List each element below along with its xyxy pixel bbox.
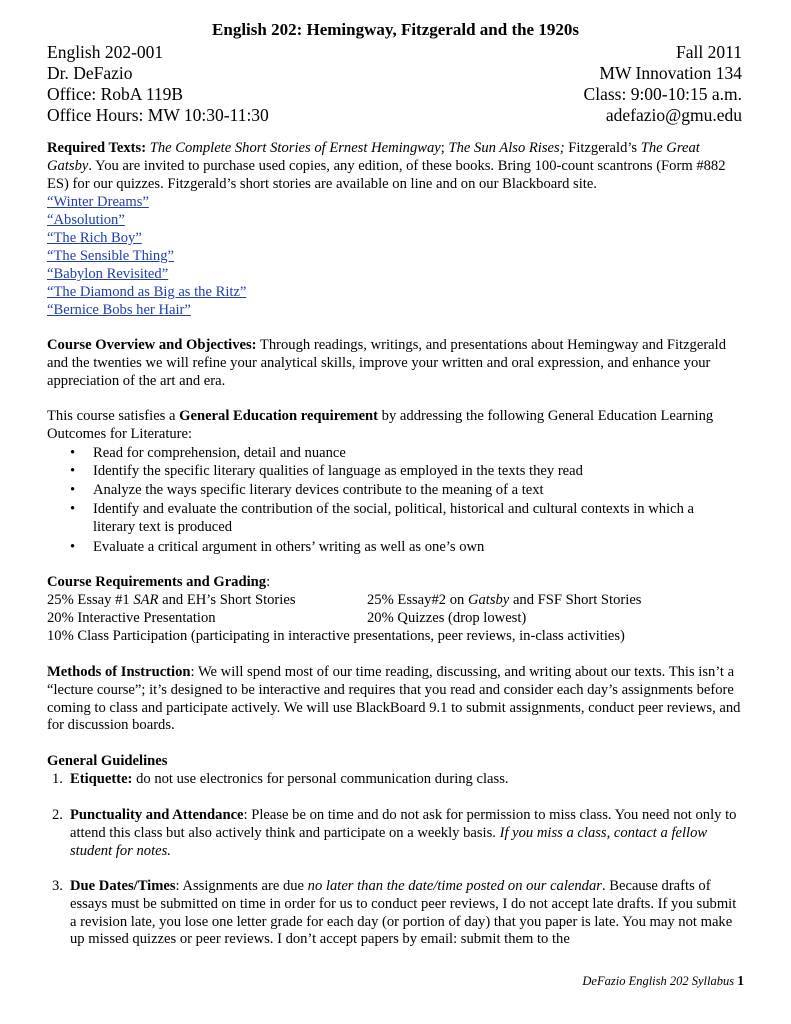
instructor-name: Dr. DeFazio (47, 63, 133, 83)
grade-text: and EH’s Short Stories (158, 592, 296, 608)
page-footer (582, 973, 744, 989)
methods-label: Methods of Instruction (47, 664, 191, 680)
header-row-instructor (47, 62, 742, 84)
grading-row (47, 592, 747, 610)
outcome-text: Read for comprehension, detail and nuance (93, 445, 346, 461)
gen-ed-pre: This course satisfies a (47, 408, 180, 424)
required-texts-paragraph (47, 140, 747, 193)
guideline-italic: no later than the date/time posted on our calendar (307, 878, 602, 894)
header-row-hours (47, 104, 742, 126)
outcome-text: Identify and evaluate the contribution of the social, political, historical and cultural contexts in which a literary text is produced (93, 501, 694, 535)
guidelines-heading (47, 753, 747, 771)
page-number: 1 (737, 973, 744, 988)
link-winter-dreams[interactable]: “Winter Dreams” (47, 194, 149, 210)
grading-row (47, 628, 747, 646)
grade-quizzes: 20% Quizzes (drop lowest) (367, 610, 527, 626)
semester: Fall 2011 (676, 42, 742, 62)
class-room: MW Innovation 134 (599, 63, 742, 83)
book-hemingway-stories: The Complete Short Stories of Ernest Hemingway (149, 140, 441, 156)
guideline-number: 3. (52, 878, 63, 894)
grade-participation: 10% Class Participation (participating in interactive presentations, peer reviews, in-class activities) (47, 628, 625, 644)
header-row-course (47, 41, 742, 63)
outcome-text: Evaluate a critical argument in others’ writing as well as one’s own (93, 539, 485, 555)
footer-text: DeFazio English 202 Syllabus (582, 974, 738, 988)
bullet-icon: • (70, 501, 76, 517)
outcome-text: Identify the specific literary qualities of language as employed in the texts they read (93, 463, 583, 479)
grade-essay-2 (367, 592, 641, 610)
bullet-icon: • (70, 463, 76, 479)
link-rich-boy[interactable]: “The Rich Boy” (47, 230, 142, 246)
class-time: Class: 9:00-10:15 a.m. (583, 84, 742, 104)
grading-label: Course Requirements and Grading (47, 574, 267, 590)
gen-ed-post: by addressing the following General Education Learning Outcomes for Literature: (47, 408, 714, 442)
fitzgerald-label: Fitzgerald’s (564, 140, 641, 156)
required-texts-label: Required Texts: (47, 140, 147, 156)
grade-italic: Gatsby (467, 592, 510, 608)
guideline-number: 1. (52, 771, 63, 787)
link-diamond-ritz[interactable]: “The Diamond as Big as the Ritz” (47, 284, 247, 300)
guideline-body: . Because drafts of essays must be submitted on time in order for us to conduct peer reviews, I do not accept late drafts. If you submit a revision late, you lose one letter grade for each day (or portion of day) that you paper is late. You may not make up missed quizzes or peer reviews. I don’t accept papers by email: submit them to the (70, 878, 737, 948)
bullet-icon: • (70, 539, 76, 555)
link-absolution[interactable]: “Absolution” (47, 212, 125, 228)
office-hours: Office Hours: MW 10:30-11:30 (47, 105, 269, 125)
header-row-office (47, 83, 742, 105)
guideline-body: do not use electronics for personal communication during class. (132, 771, 509, 787)
overview-paragraph (47, 337, 747, 390)
methods-text: : We will spend most of our time reading, discussing, and writing about our texts. This isn’t a “lecture course”; it’s designed to be interactive and requires that you read and consider each day’s assignments before coming to class and participate actively. We will use BlackBoard 9.1 to submit assignments, conduct peer reviews, and for discussion boards. (47, 664, 741, 734)
bullet-icon: • (70, 482, 76, 498)
gen-ed-paragraph (47, 408, 747, 444)
grade-text: and FSF Short Stories (509, 592, 642, 608)
guidelines-label: General Guidelines (47, 753, 168, 769)
grading-colon: : (266, 574, 271, 590)
grade-essay-1 (47, 592, 296, 608)
grading-heading (47, 574, 747, 592)
guideline-text (70, 878, 742, 949)
guideline-text (70, 807, 742, 860)
link-bernice-bobs[interactable]: “Bernice Bobs her Hair” (47, 302, 191, 318)
guideline-label: Due Dates/Times (70, 878, 176, 894)
course-number: English 202-001 (47, 42, 164, 62)
outcome-text: Analyze the ways specific literary devices contribute to the meaning of a text (93, 482, 544, 498)
page-title: English 202: Hemingway, Fitzgerald and the 1920s (212, 20, 579, 39)
separator: ; (440, 140, 449, 156)
book-sun-also-rises: The Sun Also Rises; (448, 140, 565, 156)
link-babylon-revisited[interactable]: “Babylon Revisited” (47, 266, 169, 282)
bullet-icon: • (70, 445, 76, 461)
grade-text: 25% Essay #1 (47, 592, 134, 608)
book-great-gatsby: The Great Gatsby (47, 140, 700, 174)
grade-italic: SAR (133, 592, 159, 608)
guideline-body: : Please be on time and do not ask for permission to miss class. You need not only to attend this class but also actively think and participate on a weekly basis. (70, 807, 737, 841)
guideline-text (70, 771, 742, 789)
overview-label: Course Overview and Objectives: (47, 337, 257, 353)
guideline-label: Punctuality and Attendance (70, 807, 244, 823)
guideline-number: 2. (52, 807, 63, 823)
grade-presentation: 20% Interactive Presentation (47, 610, 216, 626)
instructor-email: adefazio@gmu.edu (605, 105, 742, 125)
methods-paragraph (47, 664, 747, 735)
grade-text: 25% Essay#2 on (367, 592, 468, 608)
guideline-italic: If you miss a class, contact a fellow student for notes. (70, 824, 708, 859)
link-sensible-thing[interactable]: “The Sensible Thing” (47, 248, 174, 264)
required-texts-details: . You are invited to purchase used copies, any edition, of these books. Bring 100-count scantrons (Form #882 ES) for our quizzes. Fitzgerald’s short stories are available on line and on our Blackboard site. (47, 157, 726, 192)
gen-ed-requirement: General Education requirement (179, 408, 379, 424)
guideline-label: Etiquette: (70, 771, 133, 787)
office-location: Office: RobA 119B (47, 84, 184, 104)
grading-row (47, 610, 747, 628)
overview-text: Through readings, writings, and presentations about Hemingway and Fitzgerald and the twenties we will refine your analytical skills, improve your written and oral expression, and enhance your appreciation of the art and era. (47, 337, 727, 389)
guideline-body: : Assignments are due (175, 878, 308, 894)
